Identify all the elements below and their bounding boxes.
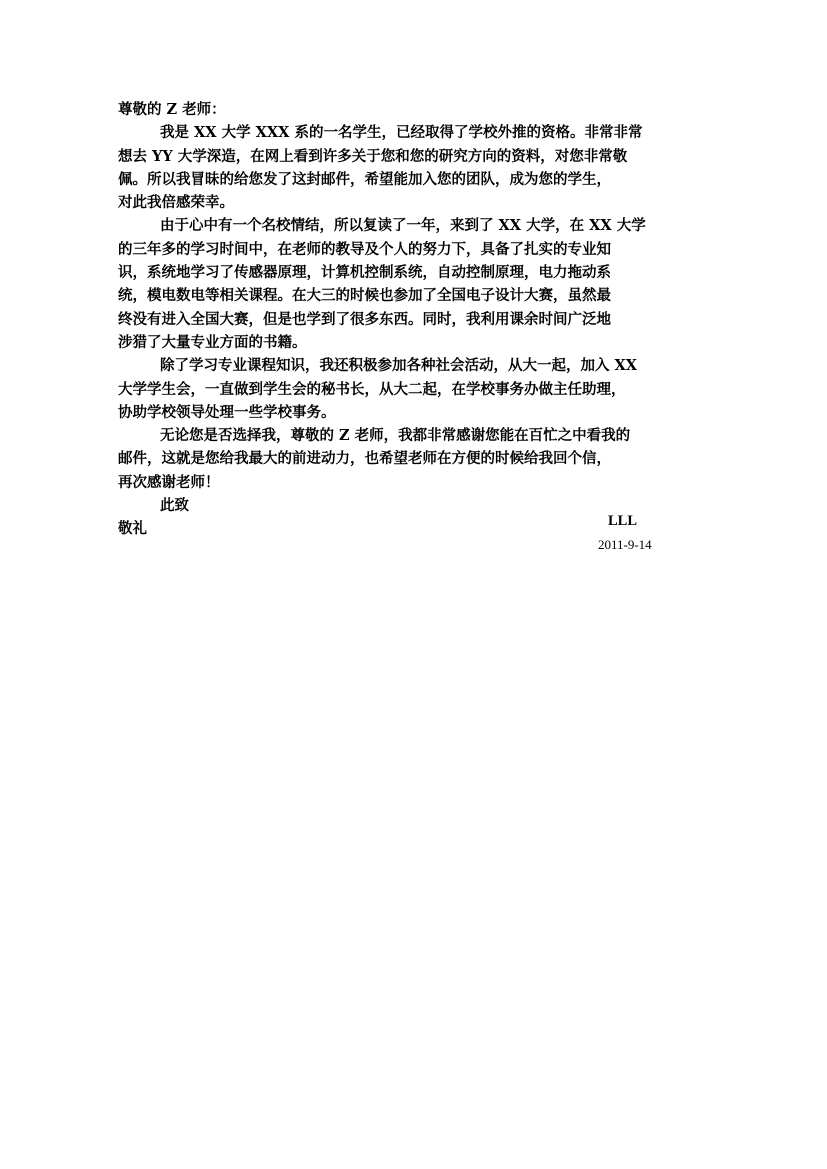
paragraph-3 (118, 354, 706, 424)
paragraph-line: 对此我倍感荣幸。 (118, 194, 234, 212)
paragraph-line: 除了学习专业课程知识，我还积极参加各种社会活动，从大一起，加入 XX (160, 357, 638, 375)
paragraph-1 (118, 121, 706, 214)
paragraph-line: 统，模电数电等相关课程。在大三的时候也参加了全国电子设计大赛，虽然最 (118, 287, 611, 305)
paragraph-line: 佩。所以我冒昧的给您发了这封邮件，希望能加入您的团队，成为您的学生， (118, 170, 611, 188)
paragraph-line: 邮件，这就是您给我最大的前进动力，也希望老师在方便的时候给我回个信， (118, 450, 611, 468)
paragraph-line: 大学学生会，一直做到学生会的秘书长，从大二起，在学校事务办做主任助理， (118, 380, 626, 398)
closing-jingli: 敬礼 (118, 520, 147, 538)
paragraph-line: 无论您是否选择我，尊敬的 Z 老师，我都非常感谢您能在百忙之中看我的 (160, 427, 631, 445)
salutation: 尊敬的 Z 老师： (118, 101, 226, 118)
closing-cizhi: 此致 (160, 497, 189, 515)
paragraph-4 (118, 424, 706, 494)
paragraph-line: 识，系统地学习了传感器原理，计算机控制系统，自动控制原理，电力拖动系 (118, 264, 611, 282)
paragraph-line: 再次感谢老师！ (118, 473, 220, 491)
paragraph-line: 终没有进入全国大赛，但是也学到了很多东西。同时，我利用课余时间广泛地 (118, 310, 611, 328)
paragraph-line: 涉猎了大量专业方面的书籍。 (118, 333, 307, 351)
paragraph-line: 协助学校领导处理一些学校事务。 (118, 403, 336, 421)
paragraph-2 (118, 214, 706, 354)
date: 2011-9-14 (598, 537, 652, 552)
signature: LLL (608, 513, 638, 529)
paragraph-line: 的三年多的学习时间中，在老师的教导及个人的努力下，具备了扎实的专业知 (118, 240, 611, 258)
paragraph-line: 想去 YY 大学深造，在网上看到许多关于您和您的研究方向的资料，对您非常敬 (118, 147, 628, 165)
paragraph-line: 由于心中有一个名校情结，所以复读了一年，来到了 XX 大学，在 XX 大学 (160, 217, 646, 235)
paragraph-line: 我是 XX 大学 XXX 系的一名学生，已经取得了学校外推的资格。非常非常 (160, 124, 643, 142)
letter-body (118, 98, 706, 541)
